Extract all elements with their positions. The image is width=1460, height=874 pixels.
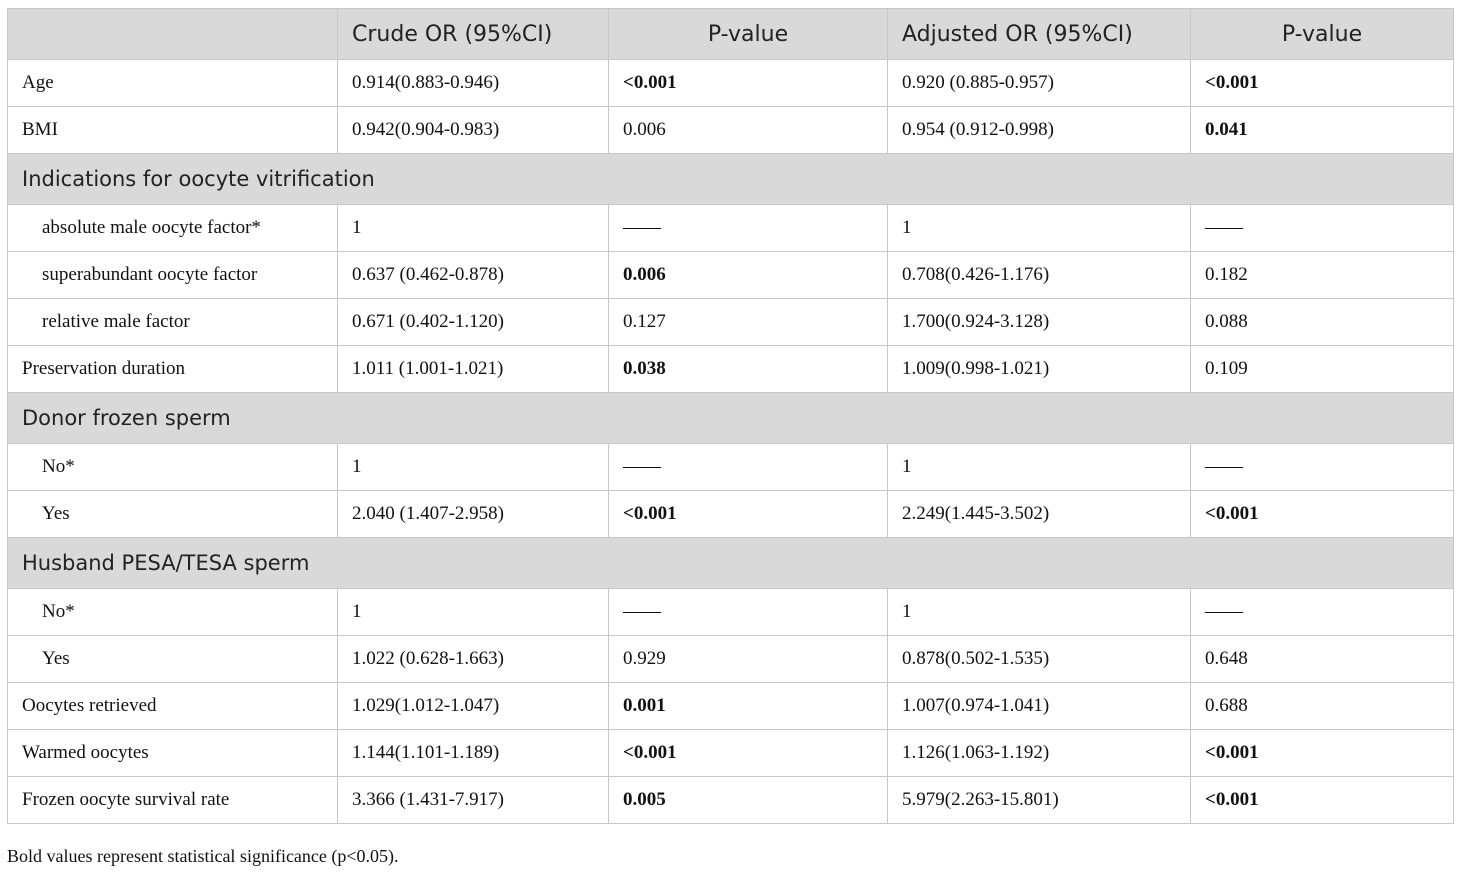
crude-p-value-cell: 0.006 [609,107,888,154]
table-row [8,730,1454,777]
crude-or-cell: 1.029(1.012-1.047) [338,683,609,730]
section-row [8,393,1454,444]
table-footnote: Bold values represent statistical significance (p<0.05). [7,846,399,866]
adjusted-p-value-cell: <0.001 [1191,777,1454,824]
adjusted-p-value-cell: 0.182 [1191,252,1454,299]
table-row [8,252,1454,299]
crude-p-value-cell: —— [609,444,888,491]
section-row [8,538,1454,589]
adjusted-or-cell: 0.878(0.502-1.535) [888,636,1191,683]
header-adjusted-p-value: P-value [1191,9,1454,60]
adjusted-or-cell: 1.700(0.924-3.128) [888,299,1191,346]
adjusted-p-value-cell: <0.001 [1191,491,1454,538]
crude-p-value-cell: 0.038 [609,346,888,393]
adjusted-or-cell: 1.007(0.974-1.041) [888,683,1191,730]
crude-p-value-cell: <0.001 [609,60,888,107]
table-row [8,299,1454,346]
crude-p-value-cell: —— [609,205,888,252]
adjusted-or-cell: 1 [888,205,1191,252]
variable-cell: Oocytes retrieved [8,683,338,730]
table-row [8,205,1454,252]
adjusted-p-value-cell: —— [1191,589,1454,636]
adjusted-or-cell: 1.126(1.063-1.192) [888,730,1191,777]
table-row [8,683,1454,730]
crude-p-value-cell: <0.001 [609,491,888,538]
crude-p-value-cell: 0.006 [609,252,888,299]
adjusted-or-cell: 1 [888,589,1191,636]
crude-or-cell: 1.144(1.101-1.189) [338,730,609,777]
table-row [8,589,1454,636]
section-row [8,154,1454,205]
adjusted-or-cell: 0.920 (0.885-0.957) [888,60,1191,107]
adjusted-p-value-cell: —— [1191,205,1454,252]
crude-p-value-cell: <0.001 [609,730,888,777]
crude-p-value-cell: 0.127 [609,299,888,346]
header-crude-p-value: P-value [609,9,888,60]
crude-or-cell: 1 [338,205,609,252]
adjusted-p-value-cell: 0.688 [1191,683,1454,730]
adjusted-or-cell: 0.708(0.426-1.176) [888,252,1191,299]
crude-p-value-cell: —— [609,589,888,636]
table-row [8,777,1454,824]
table-row [8,60,1454,107]
header-row [8,9,1454,60]
crude-p-value-cell: 0.929 [609,636,888,683]
adjusted-p-value-cell: 0.041 [1191,107,1454,154]
crude-or-cell: 0.637 (0.462-0.878) [338,252,609,299]
adjusted-p-value-cell: 0.109 [1191,346,1454,393]
odds-ratio-table [7,8,1454,824]
table-row [8,107,1454,154]
header-variable [8,9,338,60]
variable-cell: absolute male oocyte factor* [8,205,338,252]
table-body [8,60,1454,824]
variable-cell: Yes [8,491,338,538]
variable-cell: BMI [8,107,338,154]
adjusted-or-cell: 1.009(0.998-1.021) [888,346,1191,393]
header-adjusted-or: Adjusted OR (95%CI) [888,9,1191,60]
variable-cell: Frozen oocyte survival rate [8,777,338,824]
variable-cell: Warmed oocytes [8,730,338,777]
table-row [8,346,1454,393]
section-label: Donor frozen sperm [8,393,1454,444]
header-crude-or: Crude OR (95%CI) [338,9,609,60]
variable-cell: Yes [8,636,338,683]
section-label: Indications for oocyte vitrification [8,154,1454,205]
section-label: Husband PESA/TESA sperm [8,538,1454,589]
crude-p-value-cell: 0.005 [609,777,888,824]
variable-cell: Preservation duration [8,346,338,393]
adjusted-p-value-cell: <0.001 [1191,60,1454,107]
adjusted-p-value-cell: 0.088 [1191,299,1454,346]
crude-or-cell: 1.022 (0.628-1.663) [338,636,609,683]
adjusted-p-value-cell: 0.648 [1191,636,1454,683]
variable-cell: No* [8,444,338,491]
crude-or-cell: 0.942(0.904-0.983) [338,107,609,154]
adjusted-p-value-cell: —— [1191,444,1454,491]
adjusted-or-cell: 1 [888,444,1191,491]
crude-or-cell: 1.011 (1.001-1.021) [338,346,609,393]
crude-or-cell: 1 [338,589,609,636]
variable-cell: Age [8,60,338,107]
adjusted-or-cell: 5.979(2.263-15.801) [888,777,1191,824]
crude-or-cell: 2.040 (1.407-2.958) [338,491,609,538]
crude-or-cell: 3.366 (1.431-7.917) [338,777,609,824]
crude-or-cell: 1 [338,444,609,491]
crude-p-value-cell: 0.001 [609,683,888,730]
adjusted-or-cell: 0.954 (0.912-0.998) [888,107,1191,154]
crude-or-cell: 0.671 (0.402-1.120) [338,299,609,346]
variable-cell: No* [8,589,338,636]
table-row [8,444,1454,491]
adjusted-or-cell: 2.249(1.445-3.502) [888,491,1191,538]
adjusted-p-value-cell: <0.001 [1191,730,1454,777]
variable-cell: superabundant oocyte factor [8,252,338,299]
table-container [7,8,1453,824]
crude-or-cell: 0.914(0.883-0.946) [338,60,609,107]
variable-cell: relative male factor [8,299,338,346]
table-row [8,491,1454,538]
table-row [8,636,1454,683]
